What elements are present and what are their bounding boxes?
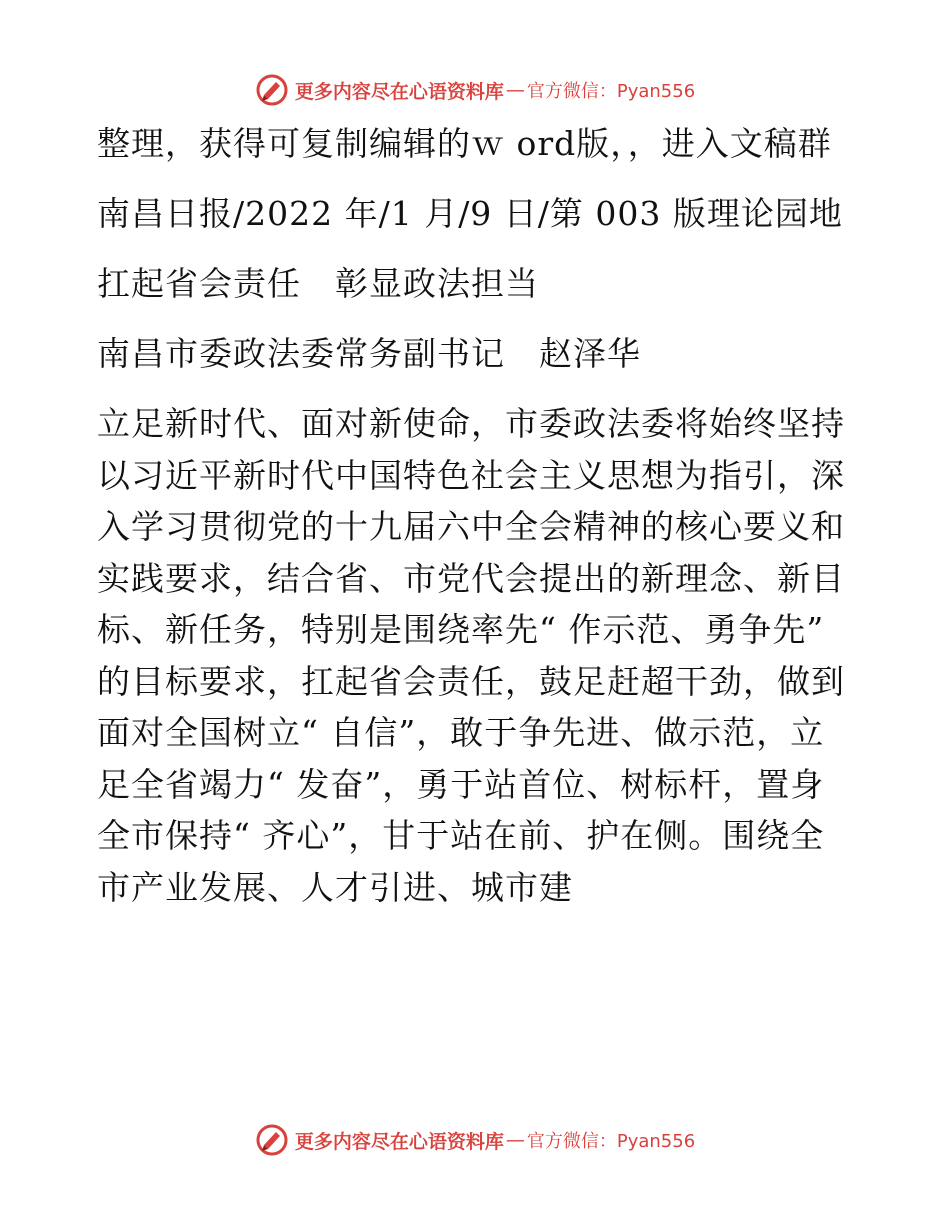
body-paragraph: 立足新时代、面对新使命，市委政法委将始终坚持以习近平新时代中国特色社会主义思想为指引，深入学习贯彻党的十九届六中全会精神的核心要义和实践要求，结合省、市党代会提出的新理念、新目标、新任务，特别是围绕率先“ 作示范、勇争先” 的目标要求，扛起省会责任，鼓足赶超干劲，做到面对全国树立“ 自信”，敢于争先进、做示范，立足全省竭力“ 发奋”，勇于站首位、树标杆，置身全市保持“ 齐心”，甘于站在前、护在侧。围绕全市产业发展、人才引进、城市建 [97,404,845,907]
document-body [97,118,857,913]
watermark-separator: — [505,79,525,101]
brand-logo-icon [255,1123,289,1157]
brand-logo-icon [255,73,289,107]
watermark-contact: 官方微信：Pyan556 [526,1131,696,1152]
header-watermark [0,70,950,110]
author-line: 南昌市委政法委常务副书记 赵泽华 [97,334,641,373]
footer-watermark [0,1120,950,1160]
watermark-contact: 官方微信：Pyan556 [526,81,696,102]
watermark-text: 更多内容尽在心语资料库 [294,1130,504,1153]
source-line: 南昌日报/2022 年/1 月/9 日/第 003 版理论园地 [97,194,843,233]
intro-line: 整理，获得可复制编辑的ｗ ord版，，进入文稿群 [97,124,832,163]
article-title: 扛起省会责任 彰显政法担当 [97,264,539,303]
watermark-separator: — [505,1129,525,1151]
watermark-text: 更多内容尽在心语资料库 [294,80,504,103]
